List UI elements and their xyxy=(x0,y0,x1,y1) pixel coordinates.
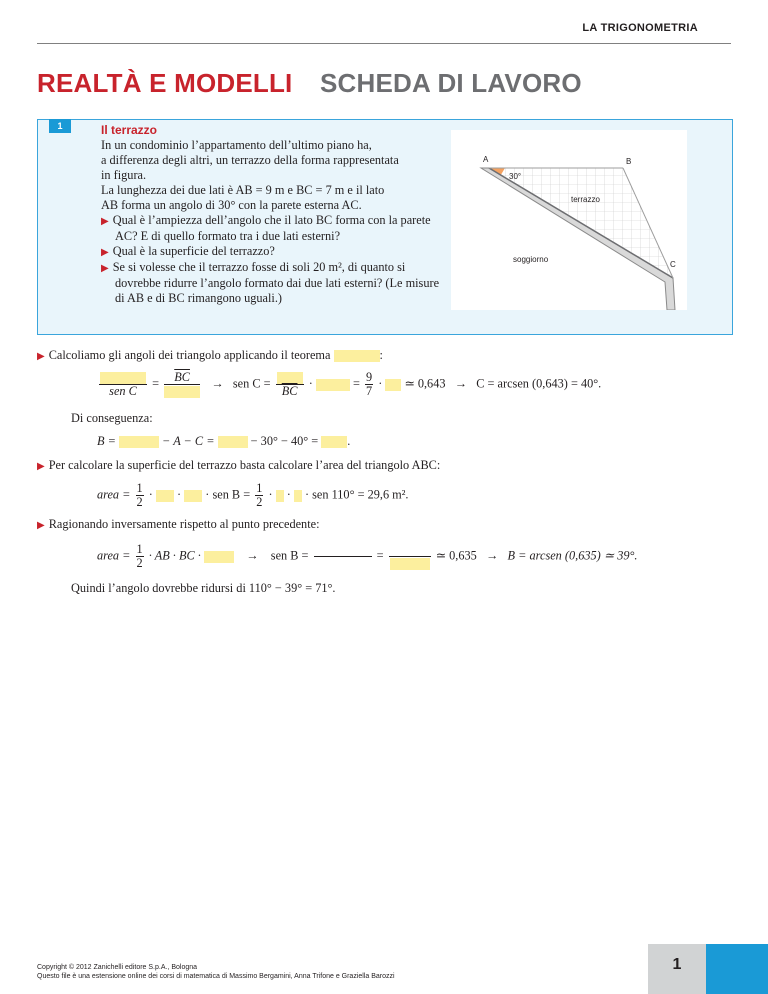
equation-4 xyxy=(97,543,638,570)
copyright-footer xyxy=(37,963,395,981)
problem-number: 1 xyxy=(49,119,71,133)
period: . xyxy=(347,434,351,448)
label-living: soggiorno xyxy=(513,255,549,264)
fraction xyxy=(164,371,200,398)
fraction xyxy=(389,543,431,570)
fraction-numerator: 9 xyxy=(365,370,373,385)
intro-line: AB forma un angolo di 30° con la parete esterna AC. xyxy=(101,198,362,212)
blank-highlight xyxy=(276,490,284,502)
blank-highlight xyxy=(277,372,303,384)
header-divider xyxy=(37,43,731,44)
problem-title: Il terrazzo xyxy=(101,123,158,137)
approx-value: ≃ 0,643 xyxy=(404,376,446,391)
arrow: → xyxy=(486,548,499,563)
blank-highlight xyxy=(316,379,350,391)
intro-line: in figura. xyxy=(101,168,147,182)
fraction-numerator: 1 xyxy=(256,481,263,495)
area-result: · sen 110° = 29,6 m². xyxy=(304,487,409,502)
bullet-triangle-icon: ▶ xyxy=(37,520,45,531)
blank-highlight xyxy=(164,386,200,398)
fraction-denominator: sen C xyxy=(109,384,137,399)
consequence-text: Di conseguenza: xyxy=(71,411,153,425)
equation-3: area = $\frac{1}{2}$ · · · sen B = $\frac{1}{2}$ · · · sen 110° = 29,6 m². xyxy=(97,481,409,509)
solution-step-2 xyxy=(37,457,440,475)
question-item xyxy=(101,260,451,306)
blank-highlight xyxy=(334,350,380,362)
colon: : xyxy=(379,348,383,362)
fraction xyxy=(276,371,304,398)
fraction xyxy=(99,371,147,398)
question-text: Se si volesse che il terrazzo fosse di soli 20 m², di quanto si dovrebbe ridurre l’angolo formato dai due lati esterni? (Le misure di AB e di BC rimangono uguali.) xyxy=(112,260,440,305)
conclusion-text: Quindi l’angolo dovrebbe ridursi di 110° − 39° = 71°. xyxy=(71,581,336,595)
intro-line: In un condominio l’appartamento dell’ultimo piano ha, xyxy=(101,138,372,152)
label-angle: 30° xyxy=(509,172,522,181)
arrow: → xyxy=(454,376,468,391)
question-item xyxy=(101,213,451,244)
bullet-triangle-icon: ▶ xyxy=(37,351,45,362)
fraction-denominator: 7 xyxy=(365,384,373,399)
solution-step-3 xyxy=(37,516,320,534)
ab-bc-product: · AB · BC · xyxy=(148,548,201,563)
problem-text xyxy=(101,123,451,306)
subtraction: − 30° − 40° = xyxy=(250,434,319,448)
fraction-numerator: 1 xyxy=(136,481,143,495)
arrow: → xyxy=(246,548,259,563)
blank-highlight xyxy=(321,436,347,448)
blank-highlight xyxy=(119,436,159,448)
label-a: A xyxy=(483,155,489,164)
equation-2 xyxy=(97,433,350,449)
bullet-triangle-icon: ▶ xyxy=(101,263,109,274)
blank-highlight xyxy=(204,551,234,563)
blank-highlight xyxy=(218,436,248,448)
question-item xyxy=(101,244,451,260)
fraction xyxy=(314,543,372,570)
blank-highlight xyxy=(156,490,174,502)
fraction-denominator: 2 xyxy=(136,495,143,509)
label-c: C xyxy=(670,260,676,269)
blank-highlight xyxy=(100,372,146,384)
question-text: Qual è la superficie del terrazzo? xyxy=(112,244,275,258)
chapter-header: LA TRIGONOMETRIA xyxy=(582,22,698,34)
fraction xyxy=(136,482,144,509)
label-terrace: terrazzo xyxy=(571,195,600,204)
bullet-triangle-icon: ▶ xyxy=(101,216,109,227)
question-text: Qual è l’ampiezza dell’angolo che il lato BC forma con la parete AC? E di quello formato tra i due lati esterni? xyxy=(112,213,431,243)
fraction-denominator: 2 xyxy=(256,495,263,509)
fraction xyxy=(136,543,144,570)
label-b: B xyxy=(626,157,632,166)
result-b: B = arcsen (0,635) ≃ 39°. xyxy=(507,548,638,563)
footer-line: Copyright © 2012 Zanichelli editore S.p.A., Bologna xyxy=(37,964,198,971)
bullet-triangle-icon: ▶ xyxy=(101,247,109,258)
intro-line: La lunghezza dei due lati è AB = 9 m e BC = 7 m e il lato xyxy=(101,183,385,197)
fraction xyxy=(255,482,263,509)
fraction-denominator: 2 xyxy=(136,556,143,571)
page-accent-bar xyxy=(706,944,768,994)
approx-value: ≃ 0,635 xyxy=(435,548,477,563)
intro-line: a differenza degli altri, un terrazzo della forma rappresentata xyxy=(101,153,399,167)
arrow: → xyxy=(211,376,224,391)
terrace-figure xyxy=(451,130,687,310)
fraction-denominator: $\overline{BC}$ xyxy=(281,384,298,399)
step-text: Calcoliamo gli angoli dei triangolo applicando il teorema xyxy=(48,348,331,362)
blank-highlight xyxy=(385,379,401,391)
area-label: area = xyxy=(97,487,131,502)
equals: = xyxy=(376,548,384,563)
fraction-numerator: 1 xyxy=(136,542,143,557)
equals: = xyxy=(152,376,160,391)
page-number: 1 xyxy=(672,956,682,973)
step-text: Per calcolare la superficie del terrazzo basta calcolare l’area del triangolo ABC: xyxy=(48,458,441,472)
solution-step-1 xyxy=(37,347,383,365)
area-label: area = xyxy=(97,548,131,563)
equation-1: sen C = $\overline{BC}$ → sen C = $\overline{BC}$ · = $\frac{9}{7}$ · ≃ 0,643 → C = arcsen (0,643) = 40°. xyxy=(97,371,601,398)
sen-b-label: · sen B = xyxy=(205,487,251,502)
sen-b-label: sen B = xyxy=(270,548,309,563)
footer-line: Questo file è una estensione online dei corsi di matematica di Massimo Bergamini, Anna Trifone e Graziella Barozzi xyxy=(37,973,395,980)
step-text: Ragionando inversamente rispetto al punto precedente: xyxy=(48,517,320,531)
blank-highlight xyxy=(184,490,202,502)
title-scheda-lavoro: SCHEDA DI LAVORO xyxy=(320,68,582,98)
title-realta-modelli: REALTÀ E MODELLI xyxy=(37,68,293,98)
blank-highlight xyxy=(294,490,302,502)
angle-b-label: B = xyxy=(97,434,116,448)
angle-expression: − A − C = xyxy=(162,434,215,448)
sen-c-label: sen C = xyxy=(232,376,271,391)
bullet-triangle-icon: ▶ xyxy=(37,461,45,472)
result-c: C = arcsen (0,643) = 40°. xyxy=(476,376,602,391)
fraction xyxy=(365,371,373,398)
fraction-numerator: $\overline{BC}$ xyxy=(164,371,200,385)
blank-highlight xyxy=(390,558,430,570)
